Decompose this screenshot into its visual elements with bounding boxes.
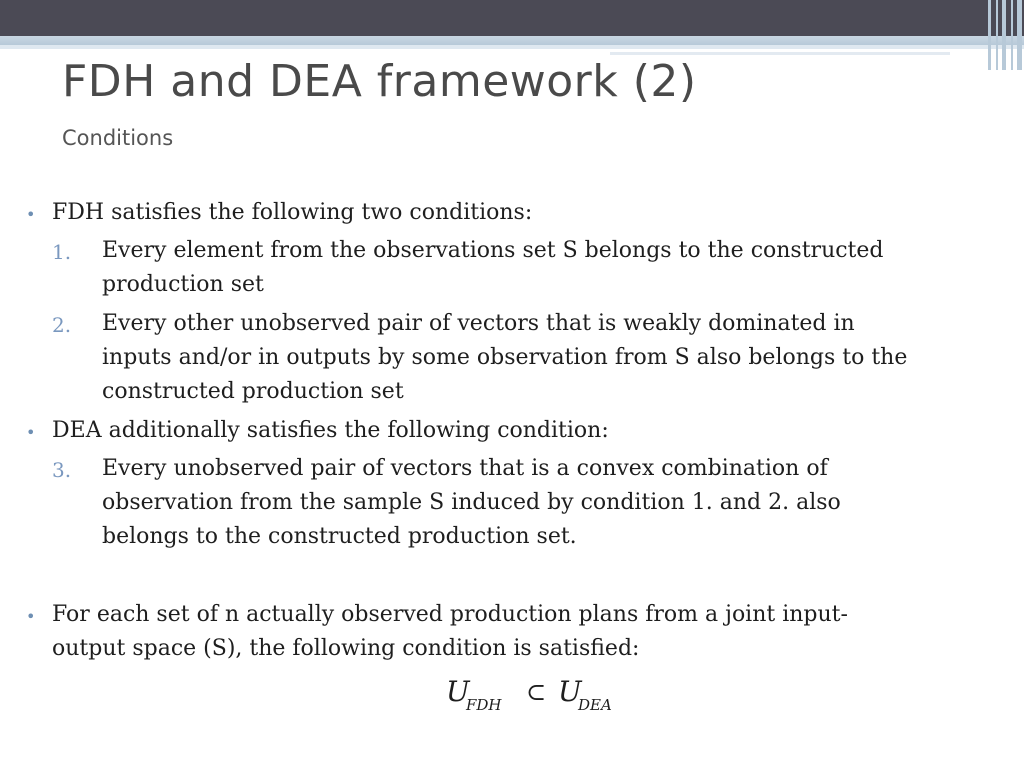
formula-right-subscript: DEA [578, 696, 612, 714]
slide-subtitle: Conditions [62, 126, 174, 150]
list-number: 2. [52, 313, 72, 337]
bullet-text-line: output space (S), the following condition is satisfied: [52, 636, 640, 661]
bullet-text: DEA additionally satisfies the following condition: [52, 418, 609, 443]
formula-left-symbol: U [446, 675, 470, 708]
list-item-line: Every element from the observations set S belongs to the constructed [102, 238, 884, 263]
formula-left-subscript: FDH [466, 696, 502, 714]
list-item-line: inputs and/or in outputs by some observation from S also belongs to the [102, 345, 908, 370]
slide-top-bar [0, 0, 1024, 36]
list-number: 1. [52, 240, 72, 264]
bullet-marker: • [26, 423, 36, 442]
slide-title: FDH and DEA framework (2) [62, 56, 697, 107]
formula-subset-operator: ⊂ [526, 678, 547, 706]
bullet-marker: • [26, 607, 36, 626]
list-item-line: belongs to the constructed production set. [102, 524, 577, 549]
bullet-text: FDH satisfies the following two conditions: [52, 200, 533, 225]
bullet-text-line: For each set of n actually observed production plans from a joint input- [52, 602, 848, 627]
list-item-line: production set [102, 272, 264, 297]
bullet-marker: • [26, 205, 36, 224]
slide-accent-stripe [0, 36, 1024, 45]
list-item-line: Every other unobserved pair of vectors that is weakly dominated in [102, 311, 855, 336]
list-item-line: Every unobserved pair of vectors that is a convex combination of [102, 456, 828, 481]
subset-formula [446, 674, 626, 718]
list-number: 3. [52, 458, 72, 482]
list-item-line: constructed production set [102, 379, 404, 404]
list-item-line: observation from the sample S induced by condition 1. and 2. also [102, 490, 841, 515]
formula-right-symbol: U [558, 675, 582, 708]
slide-accent-line [610, 52, 950, 55]
slide-decorative-lines [982, 0, 1024, 70]
slide-accent-stripe-light [0, 45, 1024, 49]
